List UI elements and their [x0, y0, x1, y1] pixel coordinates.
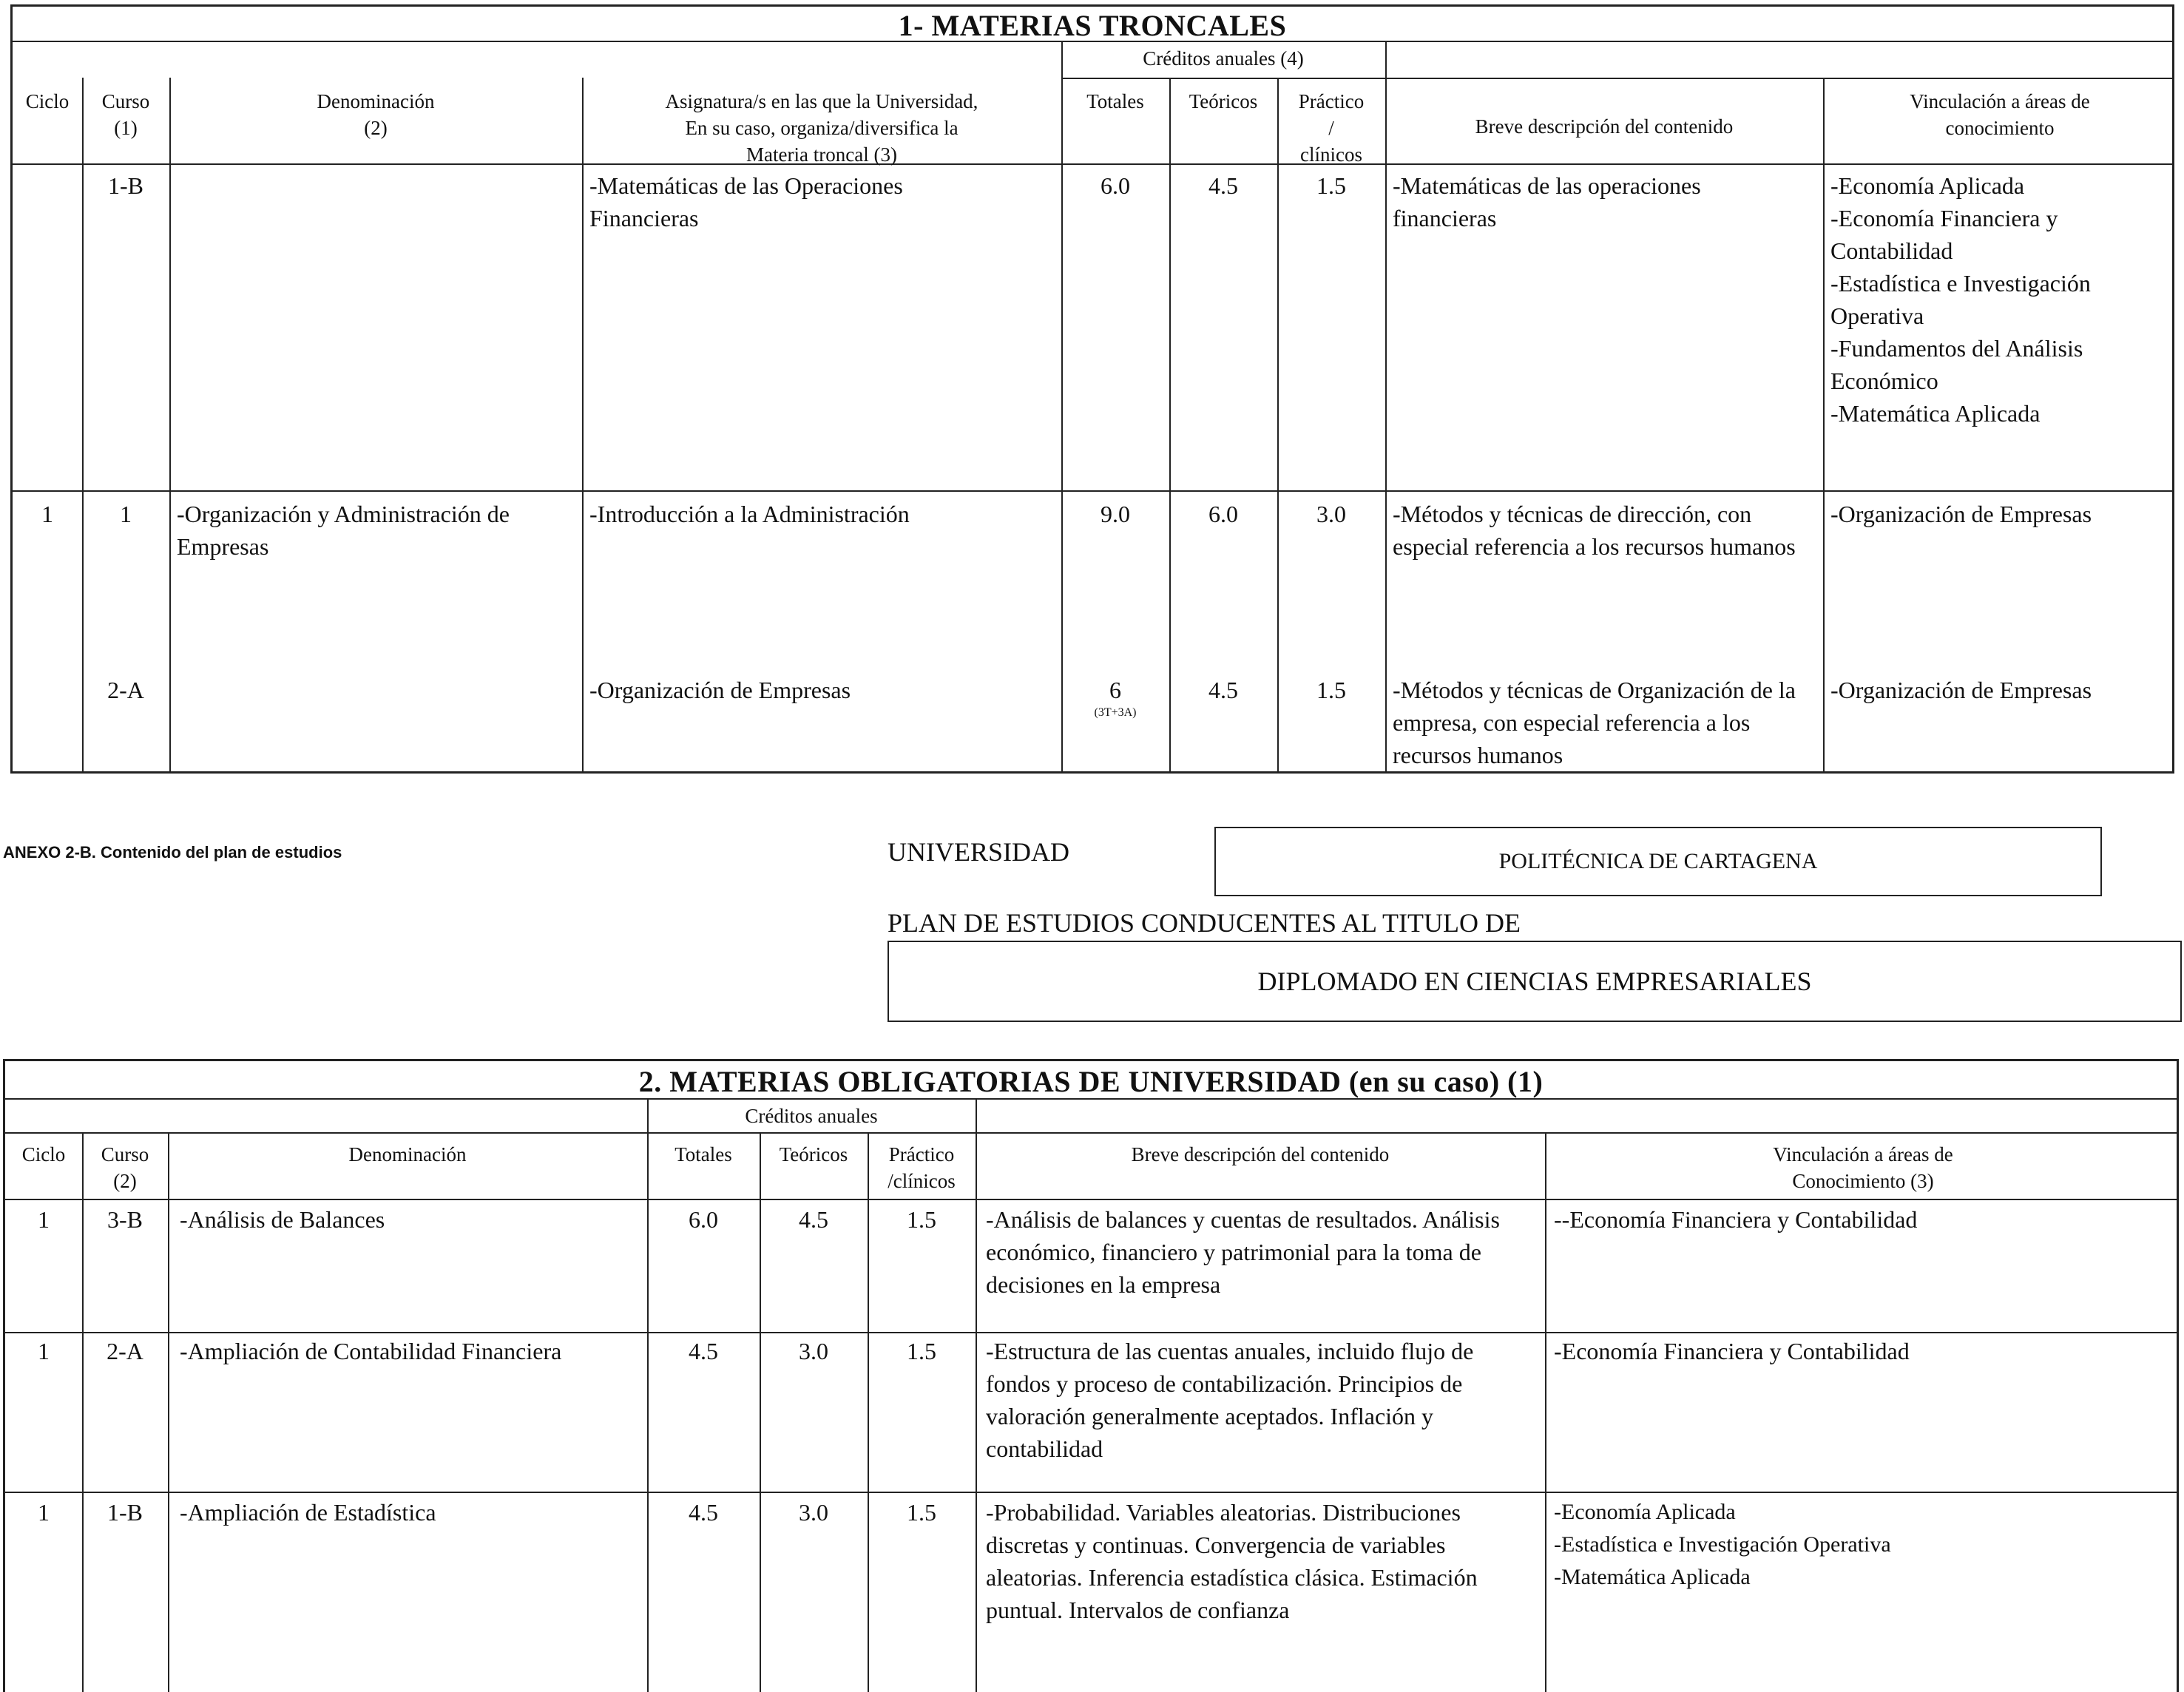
col-totales: Totales [1086, 90, 1144, 112]
totales-cell: 6 (3T+3A) [1094, 677, 1137, 719]
col-vinculacion: Vinculación a áreas de conocimiento [1910, 90, 2090, 139]
table-title: 1- MATERIAS TRONCALES [898, 9, 1287, 42]
col-ciclo: Ciclo [21, 1143, 66, 1165]
totales-cell: 6.0 [1101, 172, 1130, 199]
col-denominacion: Denominación (2) [317, 90, 435, 139]
col-denominacion: Denominación [348, 1143, 467, 1165]
totales-cell: 9.0 [1101, 501, 1130, 527]
col-vinculacion: Vinculación a áreas de Conocimiento (3) [1773, 1143, 1953, 1192]
descripcion-cell: -Métodos y técnicas de Organización de la empresa, con especial referencia a los recursos humanos [1393, 677, 1796, 768]
practicos-cell: 1.5 [907, 1338, 936, 1364]
col-practicos: Práctico /clínicos [888, 1143, 956, 1192]
curso-cell: 3-B [107, 1206, 143, 1233]
titulo-box [888, 941, 2182, 1022]
totales-cell: 4.5 [689, 1499, 718, 1526]
table-title: 2. MATERIAS OBLIGATORIAS DE UNIVERSIDAD (en su caso) (1) [638, 1065, 1544, 1098]
curso-cell: 2-A [107, 1338, 143, 1364]
totales-cell: 4.5 [689, 1338, 718, 1364]
ciclo-cell: 1 [38, 1206, 50, 1233]
curso-cell: 1-B [107, 1499, 143, 1526]
curso-cell: 1 [120, 501, 132, 527]
ciclo-cell: 1 [38, 1338, 50, 1364]
practicos-cell: 1.5 [907, 1206, 936, 1233]
descripcion-cell: -Matemáticas de las operaciones financieras [1393, 172, 1701, 231]
col-descripcion: Breve descripción del contenido [1131, 1143, 1390, 1165]
descripcion-cell: -Análisis de balances y cuentas de resultados. Análisis económico, financiero y patrimonial para la toma de decisiones en la empresa [986, 1206, 1500, 1298]
obligatorias-table [3, 1059, 2179, 1692]
col-curso: Curso (2) [101, 1143, 149, 1192]
col-curso: Curso (1) [101, 90, 150, 139]
teoricos-cell: 6.0 [1208, 501, 1238, 527]
curso-cell: 2-A [107, 677, 144, 703]
creditos-header: Créditos anuales [745, 1105, 878, 1127]
asignatura-cell: -Matemáticas de las Operaciones Financieras [589, 172, 903, 231]
creditos-header: Créditos anuales (4) [1143, 47, 1304, 70]
denominacion-cell: -Ampliación de Contabilidad Financiera [180, 1338, 562, 1364]
asignatura-cell: -Introducción a la Administración [589, 501, 910, 527]
teoricos-cell: 3.0 [799, 1338, 828, 1364]
col-teoricos: Teóricos [1189, 90, 1258, 112]
practicos-cell: 1.5 [907, 1499, 936, 1526]
teoricos-cell: 3.0 [799, 1499, 828, 1526]
teoricos-cell: 4.5 [1208, 677, 1238, 703]
curso-cell: 1-B [108, 172, 143, 199]
denominacion-cell: -Ampliación de Estadística [180, 1499, 436, 1526]
col-totales: Totales [675, 1143, 732, 1165]
vinculacion-cell: -Economía Financiera y Contabilidad [1554, 1338, 1910, 1364]
vinculacion-cell: -Organización de Empresas [1830, 501, 2092, 527]
universidad-value: POLITÉCNICA DE CARTAGENA [1498, 849, 1818, 873]
vinculacion-cell: -Economía Aplicada -Estadística e Investigación Operativa -Matemática Aplicada [1554, 1500, 1891, 1589]
anexo-label: ANEXO 2-B. Contenido del plan de estudios [3, 843, 342, 862]
titulo-value: DIPLOMADO EN CIENCIAS EMPRESARIALES [1257, 967, 1812, 996]
universidad-box [1214, 827, 2102, 896]
denominacion-cell: -Análisis de Balances [180, 1206, 385, 1233]
totales-cell: 6.0 [689, 1206, 718, 1233]
ciclo-cell: 1 [41, 501, 53, 527]
col-practicos: Práctico / clínicos [1298, 90, 1365, 166]
descripcion-cell: -Estructura de las cuentas anuales, incluido flujo de fondos y proceso de contabilización. Principios de valoración generalmente aceptados. Inflación y contabilidad [986, 1338, 1474, 1462]
teoricos-cell: 4.5 [1208, 172, 1238, 199]
col-ciclo: Ciclo [25, 90, 70, 112]
plan-label: PLAN DE ESTUDIOS CONDUCENTES AL TITULO DE [888, 908, 1521, 938]
troncales-table [10, 4, 2174, 774]
denominacion-cell: -Organización y Administración de Empresas [177, 501, 510, 560]
practicos-cell: 1.5 [1316, 677, 1346, 703]
asignatura-cell: -Organización de Empresas [589, 677, 851, 703]
vinculacion-cell: --Economía Financiera y Contabilidad [1554, 1206, 1918, 1233]
col-asignatura: Asignatura/s en las que la Universidad, En su caso, organiza/diversifica la Materia troncal (3) [665, 90, 978, 166]
vinculacion-cell: -Economía Aplicada -Economía Financiera y Contabilidad -Estadística e Investigación Operativa -Fundamentos del Análisis Económico -Matemática Aplicada [1830, 172, 2091, 427]
vinculacion-cell: -Organización de Empresas [1830, 677, 2092, 703]
descripcion-cell: -Probabilidad. Variables aleatorias. Distribuciones discretas y continuas. Convergencia de variables aleatorias. Inferencia estadística clásica. Estimación puntual. Intervalos de confianza [986, 1499, 1478, 1623]
descripcion-cell: -Métodos y técnicas de dirección, con especial referencia a los recursos humanos [1393, 501, 1796, 560]
ciclo-cell: 1 [38, 1499, 50, 1526]
universidad-label: UNIVERSIDAD [888, 837, 1069, 867]
col-descripcion: Breve descripción del contenido [1475, 115, 1734, 138]
practicos-cell: 3.0 [1316, 501, 1346, 527]
practicos-cell: 1.5 [1316, 172, 1346, 199]
teoricos-cell: 4.5 [799, 1206, 828, 1233]
col-teoricos: Teóricos [779, 1143, 848, 1165]
